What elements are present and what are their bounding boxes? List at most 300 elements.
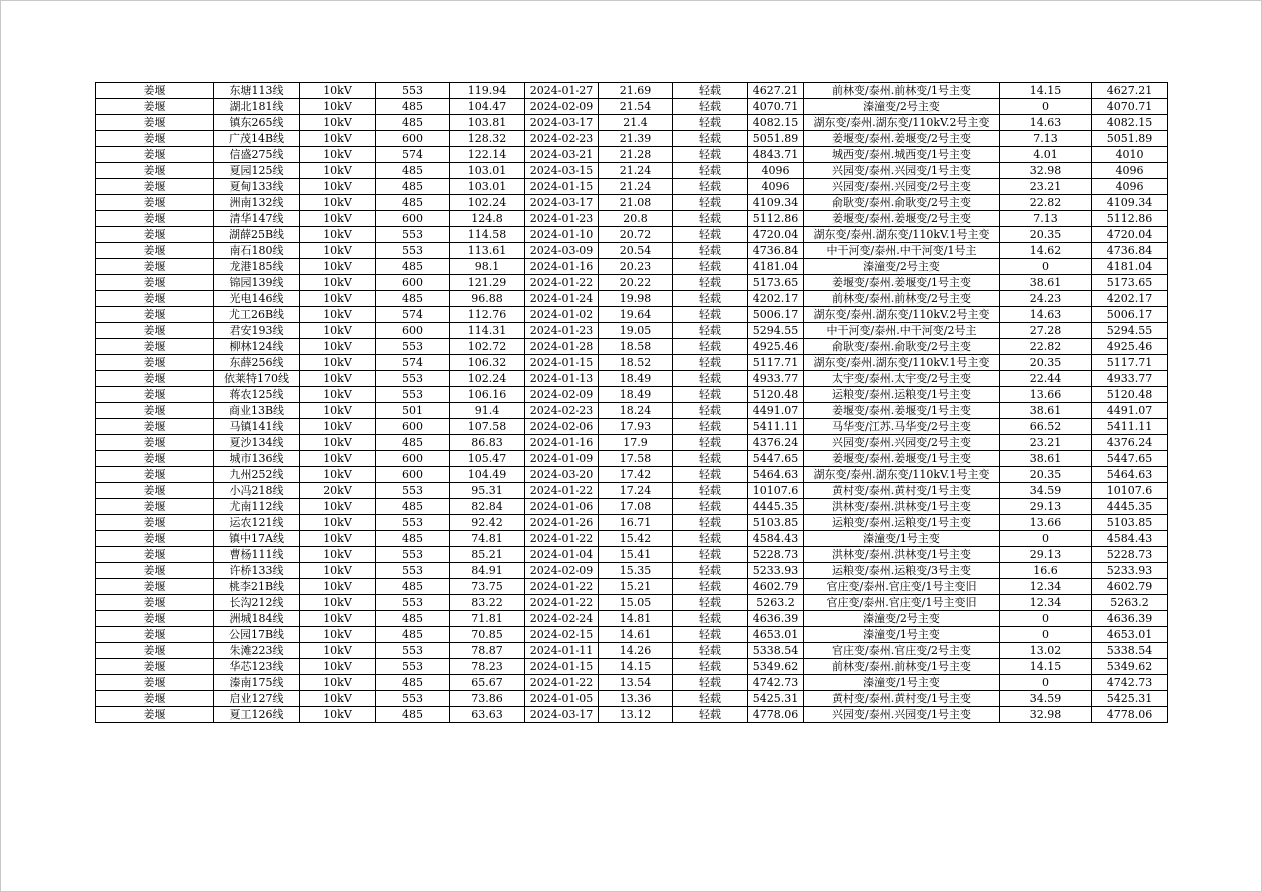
cell-substation-transformer: 运粮变/泰州.运粮变/1号主变: [804, 515, 1000, 531]
cell-date: 2024-01-02: [525, 307, 599, 323]
cell-region: 姜堰: [96, 435, 214, 451]
table-row: [96, 355, 1168, 371]
cell-transformer-load-rate: 0: [1000, 99, 1092, 115]
cell-transformer-load-rate: 29.13: [1000, 547, 1092, 563]
table-row: [96, 611, 1168, 627]
cell-load-status: 轻载: [673, 179, 748, 195]
cell-max-current: 65.67: [450, 675, 525, 691]
cell-line-capacity: 5464.63: [748, 467, 804, 483]
table-row: [96, 691, 1168, 707]
cell-available-capacity: 5447.65: [1092, 451, 1168, 467]
cell-max-current: 102.72: [450, 339, 525, 355]
cell-date: 2024-01-15: [525, 179, 599, 195]
cell-region: 姜堰: [96, 131, 214, 147]
cell-load-rate: 14.15: [599, 659, 673, 675]
cell-load-rate: 21.08: [599, 195, 673, 211]
cell-load-rate: 16.71: [599, 515, 673, 531]
cell-voltage-level: 10kV: [300, 627, 376, 643]
cell-load-rate: 18.49: [599, 387, 673, 403]
cell-load-status: 轻载: [673, 163, 748, 179]
cell-line-capacity: 4736.84: [748, 243, 804, 259]
cell-voltage-level: 10kV: [300, 275, 376, 291]
table-row: [96, 195, 1168, 211]
table-row: [96, 563, 1168, 579]
table-row: [96, 243, 1168, 259]
cell-line-capacity: 4778.06: [748, 707, 804, 723]
cell-max-current: 106.32: [450, 355, 525, 371]
cell-max-current: 124.8: [450, 211, 525, 227]
cell-substation-transformer: 官庄变/泰州.官庄变/2号主变: [804, 643, 1000, 659]
cell-load-rate: 21.4: [599, 115, 673, 131]
cell-load-rate: 18.58: [599, 339, 673, 355]
table-row: [96, 323, 1168, 339]
cell-max-current: 128.32: [450, 131, 525, 147]
cell-rated-capacity: 600: [376, 467, 450, 483]
cell-date: 2024-01-16: [525, 435, 599, 451]
cell-voltage-level: 10kV: [300, 419, 376, 435]
cell-line-capacity: 10107.6: [748, 483, 804, 499]
cell-line-name: 夏甸133线: [214, 179, 300, 195]
cell-max-current: 63.63: [450, 707, 525, 723]
cell-rated-capacity: 485: [376, 179, 450, 195]
cell-voltage-level: 10kV: [300, 611, 376, 627]
cell-substation-transformer: 太宇变/泰州.太宇变/2号主变: [804, 371, 1000, 387]
cell-transformer-load-rate: 4.01: [1000, 147, 1092, 163]
cell-available-capacity: 4376.24: [1092, 435, 1168, 451]
cell-available-capacity: 4181.04: [1092, 259, 1168, 275]
cell-load-rate: 15.05: [599, 595, 673, 611]
cell-max-current: 112.76: [450, 307, 525, 323]
cell-rated-capacity: 553: [376, 483, 450, 499]
cell-load-rate: 13.54: [599, 675, 673, 691]
cell-region: 姜堰: [96, 259, 214, 275]
cell-region: 姜堰: [96, 99, 214, 115]
cell-region: 姜堰: [96, 483, 214, 499]
cell-rated-capacity: 574: [376, 307, 450, 323]
cell-date: 2024-01-04: [525, 547, 599, 563]
cell-rated-capacity: 485: [376, 499, 450, 515]
cell-voltage-level: 10kV: [300, 707, 376, 723]
cell-voltage-level: 10kV: [300, 291, 376, 307]
cell-date: 2024-02-09: [525, 387, 599, 403]
cell-max-current: 119.94: [450, 83, 525, 99]
cell-available-capacity: 4736.84: [1092, 243, 1168, 259]
cell-max-current: 91.4: [450, 403, 525, 419]
cell-substation-transformer: 中干河变/泰州.中干河变/2号主: [804, 323, 1000, 339]
cell-load-status: 轻载: [673, 691, 748, 707]
cell-date: 2024-03-17: [525, 115, 599, 131]
cell-transformer-load-rate: 38.61: [1000, 275, 1092, 291]
cell-date: 2024-01-26: [525, 515, 599, 531]
cell-rated-capacity: 485: [376, 115, 450, 131]
cell-transformer-load-rate: 20.35: [1000, 227, 1092, 243]
cell-load-status: 轻载: [673, 467, 748, 483]
cell-load-status: 轻载: [673, 195, 748, 211]
feeder-load-table: [95, 82, 1168, 723]
cell-load-status: 轻载: [673, 451, 748, 467]
cell-line-capacity: 4491.07: [748, 403, 804, 419]
table-row: [96, 227, 1168, 243]
cell-load-status: 轻载: [673, 323, 748, 339]
cell-max-current: 86.83: [450, 435, 525, 451]
cell-available-capacity: 4584.43: [1092, 531, 1168, 547]
cell-transformer-load-rate: 22.44: [1000, 371, 1092, 387]
cell-load-status: 轻载: [673, 259, 748, 275]
cell-load-status: 轻载: [673, 387, 748, 403]
cell-load-status: 轻载: [673, 243, 748, 259]
cell-region: 姜堰: [96, 83, 214, 99]
cell-line-capacity: 5349.62: [748, 659, 804, 675]
cell-region: 姜堰: [96, 291, 214, 307]
cell-substation-transformer: 城西变/泰州.城西变/1号主变: [804, 147, 1000, 163]
cell-rated-capacity: 600: [376, 211, 450, 227]
cell-max-current: 92.42: [450, 515, 525, 531]
cell-transformer-load-rate: 14.63: [1000, 115, 1092, 131]
cell-load-status: 轻载: [673, 371, 748, 387]
cell-date: 2024-03-09: [525, 243, 599, 259]
cell-line-name: 桃李21B线: [214, 579, 300, 595]
cell-line-name: 朱滩223线: [214, 643, 300, 659]
table-row: [96, 627, 1168, 643]
cell-rated-capacity: 485: [376, 675, 450, 691]
cell-date: 2024-03-17: [525, 195, 599, 211]
cell-substation-transformer: 溱潼变/2号主变: [804, 99, 1000, 115]
cell-line-name: 曹杨111线: [214, 547, 300, 563]
cell-load-rate: 19.64: [599, 307, 673, 323]
cell-line-capacity: 5112.86: [748, 211, 804, 227]
cell-available-capacity: 5338.54: [1092, 643, 1168, 659]
cell-rated-capacity: 553: [376, 547, 450, 563]
cell-max-current: 113.61: [450, 243, 525, 259]
cell-voltage-level: 20kV: [300, 483, 376, 499]
cell-available-capacity: 5112.86: [1092, 211, 1168, 227]
cell-load-status: 轻载: [673, 115, 748, 131]
cell-available-capacity: 4925.46: [1092, 339, 1168, 355]
cell-line-capacity: 4096: [748, 163, 804, 179]
cell-date: 2024-01-05: [525, 691, 599, 707]
cell-line-capacity: 5447.65: [748, 451, 804, 467]
cell-voltage-level: 10kV: [300, 339, 376, 355]
cell-substation-transformer: 溱潼变/1号主变: [804, 531, 1000, 547]
cell-available-capacity: 5464.63: [1092, 467, 1168, 483]
cell-load-status: 轻载: [673, 147, 748, 163]
cell-line-capacity: 5338.54: [748, 643, 804, 659]
cell-line-capacity: 4925.46: [748, 339, 804, 355]
cell-available-capacity: 5233.93: [1092, 563, 1168, 579]
cell-line-name: 商业13B线: [214, 403, 300, 419]
cell-rated-capacity: 485: [376, 627, 450, 643]
cell-available-capacity: 5349.62: [1092, 659, 1168, 675]
cell-load-status: 轻载: [673, 707, 748, 723]
cell-line-name: 蒋农125线: [214, 387, 300, 403]
cell-date: 2024-01-13: [525, 371, 599, 387]
cell-transformer-load-rate: 23.21: [1000, 435, 1092, 451]
cell-max-current: 107.58: [450, 419, 525, 435]
cell-load-status: 轻载: [673, 595, 748, 611]
cell-load-status: 轻载: [673, 531, 748, 547]
cell-transformer-load-rate: 20.35: [1000, 467, 1092, 483]
cell-region: 姜堰: [96, 195, 214, 211]
cell-load-rate: 15.21: [599, 579, 673, 595]
cell-load-status: 轻载: [673, 643, 748, 659]
cell-load-rate: 21.54: [599, 99, 673, 115]
table-row: [96, 675, 1168, 691]
cell-available-capacity: 10107.6: [1092, 483, 1168, 499]
cell-line-name: 长沟212线: [214, 595, 300, 611]
cell-load-rate: 21.69: [599, 83, 673, 99]
cell-line-name: 南石180线: [214, 243, 300, 259]
cell-load-rate: 15.35: [599, 563, 673, 579]
table-row: [96, 483, 1168, 499]
cell-transformer-load-rate: 14.63: [1000, 307, 1092, 323]
table-row: [96, 83, 1168, 99]
cell-substation-transformer: 溱潼变/1号主变: [804, 675, 1000, 691]
table-row: [96, 99, 1168, 115]
cell-voltage-level: 10kV: [300, 211, 376, 227]
cell-substation-transformer: 兴园变/泰州.兴园变/2号主变: [804, 179, 1000, 195]
table-row: [96, 211, 1168, 227]
cell-line-capacity: 5411.11: [748, 419, 804, 435]
cell-date: 2024-02-23: [525, 403, 599, 419]
cell-load-rate: 20.72: [599, 227, 673, 243]
cell-rated-capacity: 553: [376, 515, 450, 531]
cell-load-rate: 20.8: [599, 211, 673, 227]
cell-line-name: 启业127线: [214, 691, 300, 707]
cell-rated-capacity: 600: [376, 419, 450, 435]
cell-rated-capacity: 485: [376, 435, 450, 451]
cell-region: 姜堰: [96, 371, 214, 387]
cell-transformer-load-rate: 23.21: [1000, 179, 1092, 195]
cell-rated-capacity: 485: [376, 195, 450, 211]
cell-load-rate: 18.24: [599, 403, 673, 419]
cell-voltage-level: 10kV: [300, 131, 376, 147]
cell-date: 2024-02-06: [525, 419, 599, 435]
cell-substation-transformer: 姜堰变/泰州.姜堰变/2号主变: [804, 211, 1000, 227]
cell-line-capacity: 5173.65: [748, 275, 804, 291]
cell-available-capacity: 5103.85: [1092, 515, 1168, 531]
cell-date: 2024-03-15: [525, 163, 599, 179]
cell-rated-capacity: 600: [376, 451, 450, 467]
cell-line-name: 君安193线: [214, 323, 300, 339]
cell-load-status: 轻载: [673, 83, 748, 99]
cell-max-current: 114.31: [450, 323, 525, 339]
cell-voltage-level: 10kV: [300, 467, 376, 483]
cell-load-status: 轻载: [673, 275, 748, 291]
cell-available-capacity: 4096: [1092, 163, 1168, 179]
cell-line-capacity: 5117.71: [748, 355, 804, 371]
cell-voltage-level: 10kV: [300, 563, 376, 579]
cell-voltage-level: 10kV: [300, 675, 376, 691]
cell-substation-transformer: 湖东变/泰州.湖东变/110kV.1号主变: [804, 227, 1000, 243]
cell-substation-transformer: 溱潼变/2号主变: [804, 611, 1000, 627]
cell-substation-transformer: 官庄变/泰州.官庄变/1号主变旧: [804, 595, 1000, 611]
cell-date: 2024-01-23: [525, 323, 599, 339]
cell-substation-transformer: 溱潼变/2号主变: [804, 259, 1000, 275]
cell-substation-transformer: 俞耿变/泰州.俞耿变/2号主变: [804, 195, 1000, 211]
cell-line-capacity: 4070.71: [748, 99, 804, 115]
table-row: [96, 419, 1168, 435]
cell-line-capacity: 4584.43: [748, 531, 804, 547]
cell-voltage-level: 10kV: [300, 243, 376, 259]
cell-max-current: 122.14: [450, 147, 525, 163]
cell-date: 2024-03-20: [525, 467, 599, 483]
cell-load-status: 轻载: [673, 579, 748, 595]
cell-max-current: 105.47: [450, 451, 525, 467]
cell-line-name: 尤工26B线: [214, 307, 300, 323]
cell-voltage-level: 10kV: [300, 515, 376, 531]
cell-substation-transformer: 前林变/泰州.前林变/2号主变: [804, 291, 1000, 307]
table-row: [96, 707, 1168, 723]
cell-max-current: 106.16: [450, 387, 525, 403]
cell-rated-capacity: 574: [376, 147, 450, 163]
cell-date: 2024-02-24: [525, 611, 599, 627]
cell-line-capacity: 4109.34: [748, 195, 804, 211]
cell-substation-transformer: 兴园变/泰州.兴园变/1号主变: [804, 163, 1000, 179]
cell-voltage-level: 10kV: [300, 163, 376, 179]
cell-transformer-load-rate: 13.66: [1000, 515, 1092, 531]
cell-line-capacity: 5120.48: [748, 387, 804, 403]
cell-region: 姜堰: [96, 691, 214, 707]
table-row: [96, 403, 1168, 419]
cell-max-current: 103.81: [450, 115, 525, 131]
cell-region: 姜堰: [96, 563, 214, 579]
cell-transformer-load-rate: 16.6: [1000, 563, 1092, 579]
cell-load-rate: 19.98: [599, 291, 673, 307]
cell-rated-capacity: 553: [376, 243, 450, 259]
cell-region: 姜堰: [96, 675, 214, 691]
cell-max-current: 102.24: [450, 195, 525, 211]
cell-substation-transformer: 兴园变/泰州.兴园变/1号主变: [804, 707, 1000, 723]
cell-rated-capacity: 553: [376, 371, 450, 387]
cell-region: 姜堰: [96, 147, 214, 163]
cell-available-capacity: 4742.73: [1092, 675, 1168, 691]
cell-voltage-level: 10kV: [300, 323, 376, 339]
cell-transformer-load-rate: 0: [1000, 675, 1092, 691]
cell-transformer-load-rate: 14.15: [1000, 83, 1092, 99]
cell-load-rate: 17.93: [599, 419, 673, 435]
cell-max-current: 114.58: [450, 227, 525, 243]
cell-region: 姜堰: [96, 531, 214, 547]
cell-substation-transformer: 官庄变/泰州.官庄变/1号主变旧: [804, 579, 1000, 595]
cell-substation-transformer: 运粮变/泰州.运粮变/3号主变: [804, 563, 1000, 579]
cell-load-status: 轻载: [673, 515, 748, 531]
cell-line-capacity: 4627.21: [748, 83, 804, 99]
cell-line-name: 湖薛25B线: [214, 227, 300, 243]
table-row: [96, 131, 1168, 147]
cell-load-status: 轻载: [673, 563, 748, 579]
cell-rated-capacity: 553: [376, 691, 450, 707]
cell-voltage-level: 10kV: [300, 387, 376, 403]
cell-available-capacity: 4602.79: [1092, 579, 1168, 595]
cell-load-status: 轻载: [673, 355, 748, 371]
cell-transformer-load-rate: 22.82: [1000, 339, 1092, 355]
cell-voltage-level: 10kV: [300, 307, 376, 323]
cell-available-capacity: 4109.34: [1092, 195, 1168, 211]
cell-line-name: 夏园125线: [214, 163, 300, 179]
cell-load-status: 轻载: [673, 483, 748, 499]
cell-load-rate: 17.9: [599, 435, 673, 451]
table-row: [96, 643, 1168, 659]
table-row: [96, 371, 1168, 387]
cell-load-rate: 17.08: [599, 499, 673, 515]
cell-transformer-load-rate: 32.98: [1000, 163, 1092, 179]
cell-transformer-load-rate: 12.34: [1000, 579, 1092, 595]
cell-available-capacity: 4010: [1092, 147, 1168, 163]
cell-transformer-load-rate: 38.61: [1000, 403, 1092, 419]
cell-transformer-load-rate: 66.52: [1000, 419, 1092, 435]
cell-load-rate: 20.22: [599, 275, 673, 291]
cell-voltage-level: 10kV: [300, 547, 376, 563]
cell-line-capacity: 4082.15: [748, 115, 804, 131]
cell-line-name: 运农121线: [214, 515, 300, 531]
cell-line-capacity: 4636.39: [748, 611, 804, 627]
cell-load-rate: 13.12: [599, 707, 673, 723]
cell-load-rate: 17.42: [599, 467, 673, 483]
cell-available-capacity: 5228.73: [1092, 547, 1168, 563]
cell-line-name: 东薛256线: [214, 355, 300, 371]
cell-rated-capacity: 553: [376, 387, 450, 403]
cell-date: 2024-02-15: [525, 627, 599, 643]
cell-transformer-load-rate: 34.59: [1000, 691, 1092, 707]
cell-load-rate: 15.41: [599, 547, 673, 563]
cell-substation-transformer: 洪林变/泰州.洪林变/1号主变: [804, 499, 1000, 515]
cell-region: 姜堰: [96, 355, 214, 371]
cell-date: 2024-01-22: [525, 675, 599, 691]
cell-voltage-level: 10kV: [300, 403, 376, 419]
cell-substation-transformer: 黄村变/泰州.黄村变/1号主变: [804, 691, 1000, 707]
cell-transformer-load-rate: 29.13: [1000, 499, 1092, 515]
cell-transformer-load-rate: 34.59: [1000, 483, 1092, 499]
cell-available-capacity: 4720.04: [1092, 227, 1168, 243]
cell-substation-transformer: 运粮变/泰州.运粮变/1号主变: [804, 387, 1000, 403]
table-row: [96, 547, 1168, 563]
cell-date: 2024-01-10: [525, 227, 599, 243]
cell-substation-transformer: 姜堰变/泰州.姜堰变/1号主变: [804, 451, 1000, 467]
cell-date: 2024-02-09: [525, 99, 599, 115]
cell-line-name: 尤南112线: [214, 499, 300, 515]
cell-voltage-level: 10kV: [300, 195, 376, 211]
cell-voltage-level: 10kV: [300, 259, 376, 275]
cell-substation-transformer: 姜堰变/泰州.姜堰变/1号主变: [804, 403, 1000, 419]
table-row: [96, 579, 1168, 595]
cell-rated-capacity: 485: [376, 707, 450, 723]
cell-transformer-load-rate: 14.15: [1000, 659, 1092, 675]
cell-load-rate: 20.23: [599, 259, 673, 275]
cell-rated-capacity: 600: [376, 131, 450, 147]
cell-voltage-level: 10kV: [300, 355, 376, 371]
cell-region: 姜堰: [96, 387, 214, 403]
cell-line-name: 湖北181线: [214, 99, 300, 115]
cell-load-status: 轻载: [673, 291, 748, 307]
cell-max-current: 83.22: [450, 595, 525, 611]
cell-max-current: 96.88: [450, 291, 525, 307]
cell-load-status: 轻载: [673, 611, 748, 627]
cell-available-capacity: 4491.07: [1092, 403, 1168, 419]
cell-voltage-level: 10kV: [300, 579, 376, 595]
cell-region: 姜堰: [96, 227, 214, 243]
cell-date: 2024-01-11: [525, 643, 599, 659]
table-row: [96, 451, 1168, 467]
cell-transformer-load-rate: 38.61: [1000, 451, 1092, 467]
cell-line-name: 光电146线: [214, 291, 300, 307]
cell-region: 姜堰: [96, 307, 214, 323]
cell-region: 姜堰: [96, 707, 214, 723]
cell-date: 2024-01-09: [525, 451, 599, 467]
cell-substation-transformer: 俞耿变/泰州.俞耿变/2号主变: [804, 339, 1000, 355]
cell-voltage-level: 10kV: [300, 115, 376, 131]
cell-date: 2024-01-28: [525, 339, 599, 355]
table-row: [96, 387, 1168, 403]
